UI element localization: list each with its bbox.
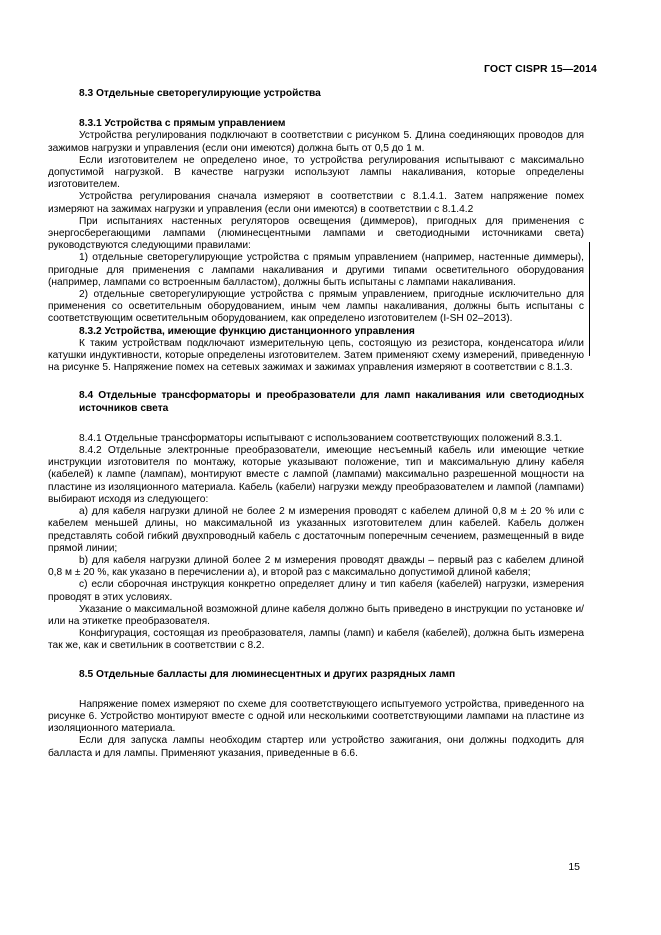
paragraph: Конфигурация, состоящая из преобразователя, лампы (ламп) и кабеля (кабелей), должна быть измерена так же, как и светильник в соответствии с 8.2. [48, 628, 584, 652]
standard-header: ГОСТ CISPR 15—2014 [484, 63, 597, 75]
change-bar [589, 242, 590, 356]
list-item: 2) отдельные светорегулирующие устройства с прямым управлением, пригодные исключительно для применения со осветительным оборудованием, иным чем лампы накаливания, должны быть испытаны с соответствующим осветительным оборудованием, как определено изготовителем (I-SH 02–2013). [48, 289, 584, 325]
paragraph: Если для запуска лампы необходим стартер или устройство зажигания, они должны подходить для балласта и для лампы. Применяют указания, приведенные в 6.6. [48, 735, 584, 759]
paragraph: Напряжение помех измеряют по схеме для соответствующего испытуемого устройства, приведенного на рисунке 6. Устройство монтируют вместе с одной или несколькими соответствующими лампами на пластине из изоляционного материала. [48, 698, 584, 735]
paragraph: К таким устройствам подключают измерительную цепь, состоящую из резистора, конденсатора и/или катушки индуктивности, которые определены изготовителем. Затем применяют схему измерений, приведенную на рисунке 5. Напряжение помех на сетевых зажимах и зажимах управления измеряют в соответствии с 8.1.3. [48, 337, 584, 374]
paragraph: 8.4.1 Отдельные трансформаторы испытывают с использованием соответствующих положений 8.3.1. [79, 432, 563, 444]
paragraph: Если изготовителем не определено иное, то устройства регулирования испытывают с максимально допустимой нагрузкой. В качестве нагрузки используют лампы накаливания, которые определены изготовителем. [48, 154, 584, 191]
page-content [48, 88, 584, 760]
paragraph: Устройства регулирования сначала измеряют в соответствии с 8.1.4.1. Затем напряжение помех измеряют на зажимах нагрузки и управления (если они имеются) в соответствии с 8.1.4.2 [48, 191, 584, 215]
page-number: 15 [568, 861, 580, 873]
paragraph: Устройства регулирования подключают в соответствии с рисунком 5. Длина соединяющих проводов для зажимов нагрузки и управления (если они имеются) должна быть от 0,5 до 1 м. [48, 130, 584, 154]
paragraph: 8.4.2 Отдельные электронные преобразователи, имеющие несъемный кабель или имеющие четкие инструкции изготовителя по монтажу, которые указывают положение, тип и максимальную длину кабеля (кабелей) к лампе (лампам), монтируют вместе с лампой (лампами) максимально разрешенной мощности на пластине из изоляционного материала. Кабель (кабели) нагрузки между преобразователем и лампой (лампами) выбирают исходя из следующего: [48, 445, 584, 505]
paragraph: При испытаниях настенных регуляторов освещения (диммеров), пригодных для применения с энергосберегающими лампами (люминесцентными лампами и светодиодными источниками света) руководствуются следующими правилами: [48, 215, 584, 252]
list-item: 1) отдельные светорегулирующие устройства с прямым управлением (например, настенные диммеры), пригодные для применения с лампами накаливания и другими типами осветительного оборудования (например, лампами со встроенным балластом), должны быть испытаны с лампами накаливания. [48, 252, 584, 288]
list-item: a) для кабеля нагрузки длиной не более 2 м измерения проводят с кабелем длиной 0,8 м ± 20 % или с кабелем меньшей длины, но максимальной из указанных изготовителем длин кабелей. Кабель должен представлять собой гибкий двухпроводный кабель с достаточным поперечным сечением, размещенный в виде прямой линии; [48, 506, 584, 554]
section-8-3-1-heading: 8.3.1 Устройства с прямым управлением [79, 118, 286, 130]
list-item: c) если сборочная инструкция конкретно определяет длину и тип кабеля (кабелей) нагрузки, измерения проводят в этих условиях. [48, 579, 584, 603]
list-item: b) для кабеля нагрузки длиной более 2 м измерения проводят дважды – первый раз с кабелем длиной 0,8 м ± 20 %, как указано в перечислении а), и второй раз с максимально допустимой длиной кабеля; [48, 554, 584, 579]
section-8-4-heading: 8.4 Отдельные трансформаторы и преобразователи для ламп накаливания или светодиодных источников света [79, 390, 584, 414]
section-8-3-heading: 8.3 Отдельные светорегулирующие устройства [79, 88, 321, 99]
paragraph: Указание о максимальной возможной длине кабеля должно быть приведено в инструкции по установке и/или на этикетке преобразователя. [48, 603, 584, 627]
section-8-3-2-heading: 8.3.2 Устройства, имеющие функцию дистанционного управления [79, 325, 415, 337]
section-8-5-heading: 8.5 Отдельные балласты для люминесцентных и других разрядных ламп [79, 668, 456, 680]
